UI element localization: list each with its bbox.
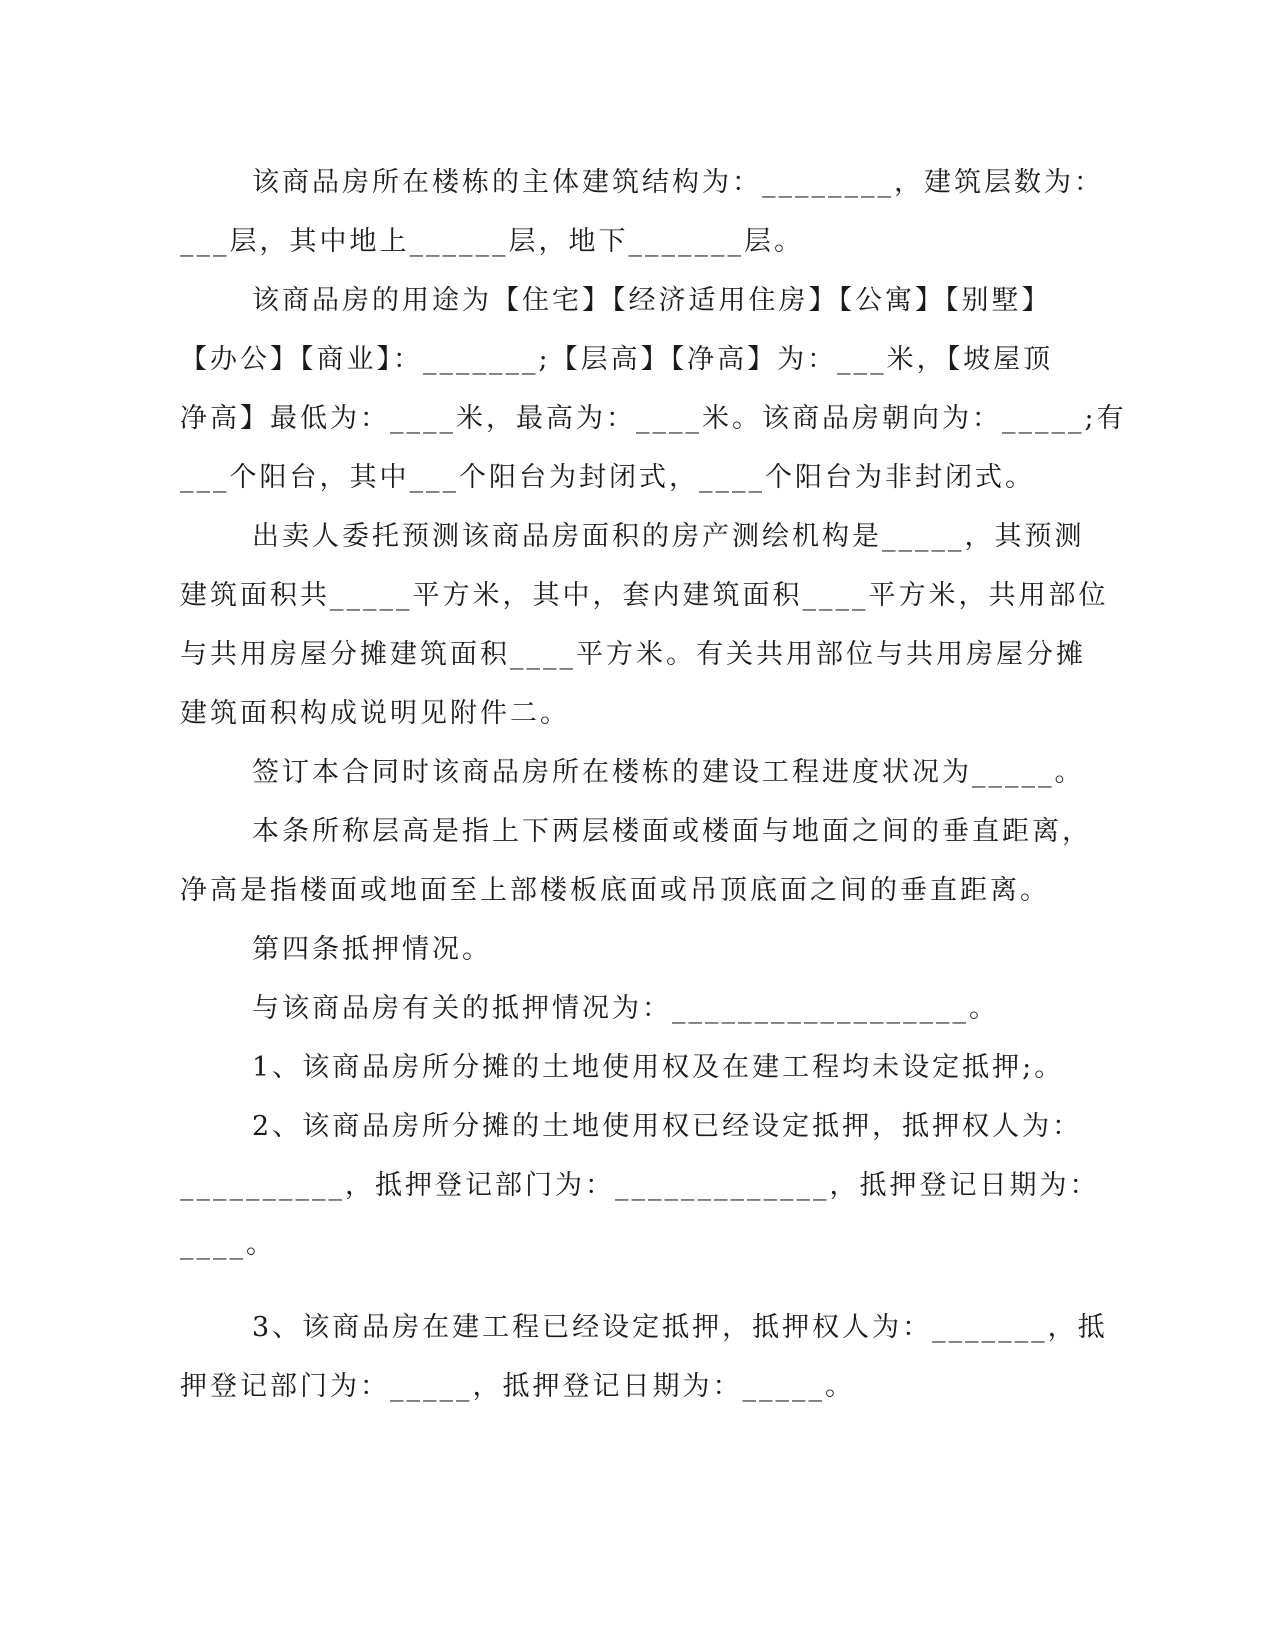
text-line: __________，抵押登记部门为：_____________，抵押登记日期为：: [180, 1170, 1100, 1201]
document-body: [180, 158, 1127, 1421]
text-line: 【办公】【商业】：_______;【层高】【净高】为：___米，【坡屋顶: [180, 344, 1054, 375]
text-line: 该商品房的用途为【住宅】【经济适用住房】【公寓】【别墅】: [252, 285, 1052, 316]
text-line: 与该商品房有关的抵押情况为：__________________。: [252, 993, 999, 1024]
text-line: ____。: [180, 1229, 276, 1260]
list-item: 2、该商品房所分摊的土地使用权已经设定抵押，抵押权人为：: [252, 1111, 1083, 1142]
text-line: ___层，其中地上______层，地下_______层。: [180, 226, 804, 257]
text-line: 该商品房所在楼栋的主体建筑结构为：________，建筑层数为：: [252, 167, 1104, 198]
text-line: 签订本合同时该商品房所在楼栋的建设工程进度状况为_____。: [252, 757, 1085, 788]
paragraph-gap: [180, 1279, 1050, 1303]
text-line: 出卖人委托预测该商品房面积的房产测绘机构是_____，其预测: [252, 521, 1085, 552]
list-item: 3、该商品房在建工程已经设定抵押，抵押权人为：_______，抵: [252, 1312, 1108, 1343]
list-item: 1、该商品房所分摊的土地使用权及在建工程均未设定抵押;。: [252, 1052, 1065, 1083]
section-heading: 第四条抵押情况。: [252, 934, 492, 965]
text-line: 建筑面积构成说明见附件二。: [180, 698, 570, 729]
text-line: 净高是指楼面或地面至上部楼板底面或吊顶底面之间的垂直距离。: [180, 875, 1050, 906]
text-line: ___个阳台，其中___个阳台为封闭式，____个阳台为非封闭式。: [180, 462, 1035, 493]
text-line: 净高】最低为：____米，最高为：____米。该商品房朝向为：_____;有: [180, 403, 1127, 434]
text-line: 本条所称层高是指上下两层楼面或楼面与地面之间的垂直距离，: [252, 816, 1092, 847]
text-line: 建筑面积共_____平方米，其中，套内建筑面积____平方米，共用部位: [180, 580, 1109, 611]
text-line: 押登记部门为：_____，抵押登记日期为：_____。: [180, 1371, 855, 1402]
text-line: 与共用房屋分摊建筑面积____平方米。有关共用部位与共用房屋分摊: [180, 639, 1086, 670]
